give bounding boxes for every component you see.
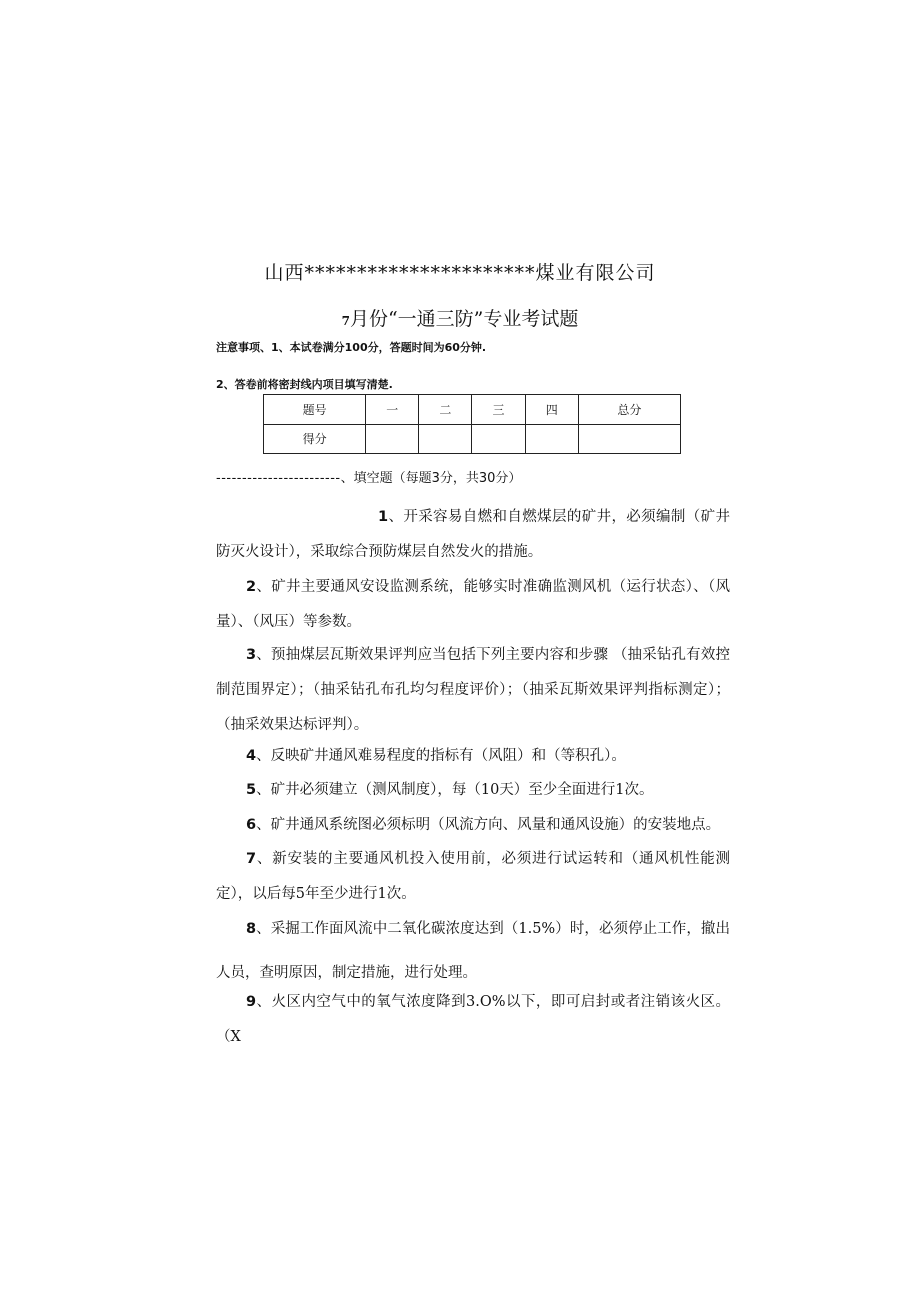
question-text: 、矿井必须建立（测风制度），每（10天）至少全面进行1次。 bbox=[256, 782, 654, 798]
score-cell[interactable] bbox=[525, 424, 578, 454]
score-row-label: 得分 bbox=[264, 424, 366, 454]
question-number: 7 bbox=[246, 851, 257, 867]
score-header-cell: 题号 bbox=[264, 395, 366, 425]
question-text: 、矿井通风系统图必须标明（风流方向、风量和通风设施）的安装地点。 bbox=[256, 817, 721, 833]
question-number: 6 bbox=[246, 817, 257, 833]
company-title: 山西**********************煤业有限公司 bbox=[264, 262, 656, 284]
question-text: 、火区内空气中的氧气浓度降到3.O%以下，即可启封或者注销该火区。（X bbox=[216, 994, 730, 1045]
section-heading bbox=[216, 467, 521, 486]
note-line-1: 注意事项、1、本试卷满分100分，答题时间为60分钟. bbox=[216, 341, 487, 354]
score-table bbox=[263, 394, 681, 454]
question-text: 、矿井主要通风安设监测系统，能够实时准确监测风机（运行状态）、（风量）、（风压）等参数。 bbox=[216, 579, 730, 630]
question-text: 、新安装的主要通风机投入使用前，必须进行试运转和（通风机性能测定），以后每5年至少进行1次。 bbox=[216, 851, 730, 902]
score-cell[interactable] bbox=[578, 424, 680, 454]
question-number: 3 bbox=[246, 647, 257, 663]
score-table-score-row bbox=[264, 424, 681, 454]
question-item bbox=[216, 739, 730, 774]
score-header-cell: 二 bbox=[419, 395, 472, 425]
question-number: 4 bbox=[246, 748, 257, 764]
question-number: 2 bbox=[246, 579, 257, 595]
exam-subject: 月份“一通三防”专业考试题 bbox=[349, 308, 579, 330]
score-cell[interactable] bbox=[472, 424, 525, 454]
score-header-cell: 四 bbox=[525, 395, 578, 425]
question-item bbox=[216, 907, 730, 995]
exam-title bbox=[0, 304, 920, 331]
section-dashes: ------------------------ bbox=[216, 471, 341, 486]
question-number: 5 bbox=[246, 782, 257, 798]
question-text: 、采掘工作面风流中二氧化碳浓度达到（1.5%）时，必须停止工作，撤出人员，查明原因，制定措施，进行处理。 bbox=[216, 921, 730, 981]
question-item bbox=[216, 570, 730, 640]
question-item bbox=[216, 773, 730, 808]
question-number: 9 bbox=[246, 994, 257, 1010]
question-item bbox=[216, 500, 730, 570]
section-title: 、填空题（每题3分，共30分） bbox=[340, 471, 522, 486]
question-item bbox=[216, 638, 730, 743]
score-header-cell: 总分 bbox=[578, 395, 680, 425]
score-table-header-row bbox=[264, 395, 681, 425]
question-item bbox=[216, 808, 730, 843]
question-number: 8 bbox=[246, 921, 257, 937]
question-item bbox=[216, 842, 730, 912]
question-item bbox=[216, 985, 730, 1055]
note-line-2: 2、答卷前将密封线内项目填写清楚. bbox=[216, 378, 393, 391]
score-cell[interactable] bbox=[419, 424, 472, 454]
score-cell[interactable] bbox=[366, 424, 419, 454]
score-header-cell: 一 bbox=[366, 395, 419, 425]
month-number: 7 bbox=[341, 314, 350, 328]
question-number: 1 bbox=[378, 509, 389, 525]
question-text: 、反映矿井通风难易程度的指标有（风阻）和（等积孔）。 bbox=[256, 748, 626, 764]
question-text: 、开采容易自燃和自燃煤层的矿井，必须编制（矿井防灭火设计），采取综合预防煤层自然发火的措施。 bbox=[216, 509, 730, 560]
score-header-cell: 三 bbox=[472, 395, 525, 425]
question-text: 、预抽煤层瓦斯效果评判应当包括下列主要内容和步骤 （抽采钻孔有效控制范围界定）；（抽采钻孔布孔均匀程度评价）；（抽采瓦斯效果评判指标测定）；（抽采效果达标评判）。 bbox=[216, 647, 730, 733]
